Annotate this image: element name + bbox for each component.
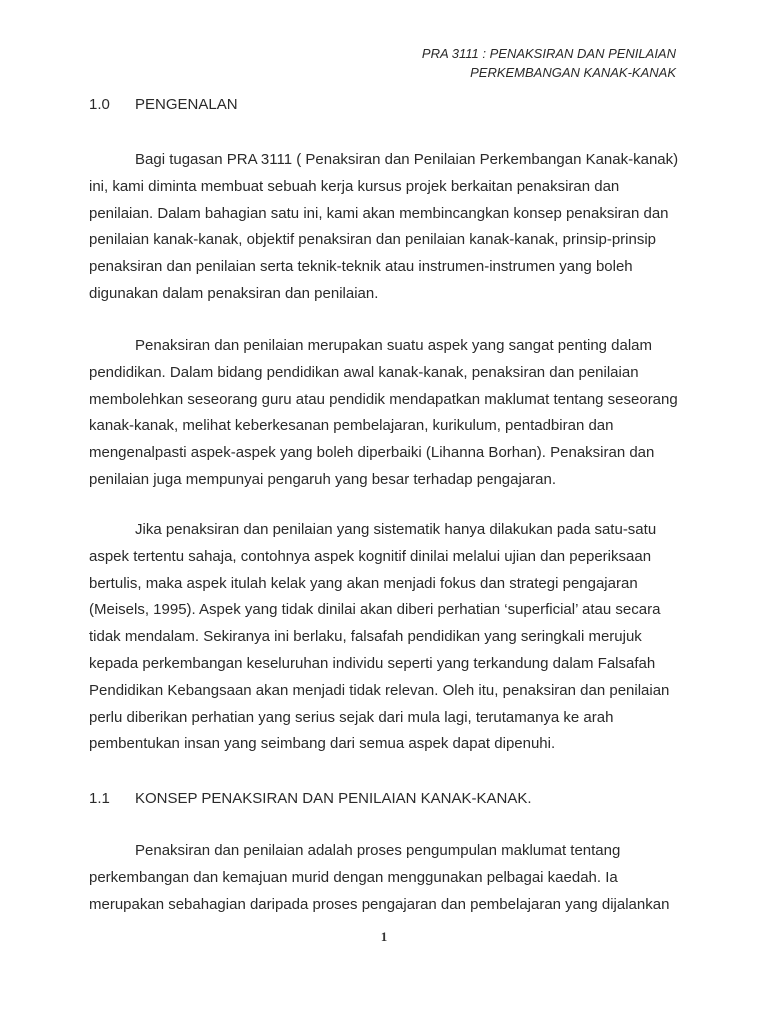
intro-paragraph-2: Penaksiran dan penilaian merupakan suatu aspek yang sangat penting dalam pendidikan. Dalam bidang pendidikan awal kanak-kanak, penaksiran dan penilaian membolehkan seseorang guru atau pendidik mendapatkan maklumat tentang seseorang kanak-kanak, melihat keberkesanan pembelajaran, kurikulum, pentadbiran dan mengenalpasti aspek-aspek yang boleh diperbaiki (Lihanna Borhan). Penaksiran dan penilaian juga mempunyai pengaruh yang besar terhadap pengajaran. [89, 337, 678, 488]
page-number: 1 [380, 929, 388, 944]
section-heading-1-0 [89, 95, 238, 115]
section-title: PENGENALAN [135, 96, 238, 113]
intro-paragraph-3: Jika penaksiran dan penilaian yang sistematik hanya dilakukan pada satu-satu aspek tertentu sahaja, contohnya aspek kognitif dinilai melalui ujian dan peperiksaan bertulis, maka aspek itulah kelak yang akan menjadi fokus dan strategi pengajaran (Meisels, 1995). Aspek yang tidak dinilai akan diberi perhatian ‘superficial’ atau secara tidak mendalam. Sekiranya ini berlaku, falsafah pendidikan yang seringkali merujuk kepada perkembangan keseluruhan individu seperti yang terkandung dalam Falsafah Pendidikan Kebangsaan akan menjadi tidak relevan. Oleh itu, penaksiran dan penilaian perlu diberikan perhatian yang serius sejak dari mula lagi, terutamanya ke arah pembentukan insan yang seimbang dari semua aspek dapat dipenuhi. [89, 521, 670, 753]
running-header-line-2: PERKEMBANGAN KANAK-KANAK [470, 65, 676, 80]
section-number: 1.1 [89, 790, 110, 807]
concept-paragraph-1: Penaksiran dan penilaian adalah proses pengumpulan maklumat tentang perkembangan dan kemajuan murid dengan menggunakan pelbagai kaedah. Ia merupakan sebahagian daripada proses pengajaran dan pembelajaran yang dijalankan [89, 842, 670, 913]
running-header [422, 44, 676, 82]
intro-paragraph-1: Bagi tugasan PRA 3111 ( Penaksiran dan Penilaian Perkembangan Kanak-kanak) ini, kami diminta membuat sebuah kerja kursus projek berkaitan penaksiran dan penilaian. Dalam bahagian satu ini, kami akan membincangkan konsep penaksiran dan penilaian kanak-kanak, objektif penaksiran dan penilaian kanak-kanak, prinsip-prinsip penaksiran dan penilaian serta teknik-teknik atau instrumen-instrumen yang boleh digunakan dalam penaksiran dan penilaian. [89, 151, 679, 302]
section-heading-1-1 [89, 789, 532, 809]
running-header-line-1: PRA 3111 : PENAKSIRAN DAN PENILAIAN [421, 46, 676, 61]
section-title: KONSEP PENAKSIRAN DAN PENILAIAN KANAK-KANAK. [135, 790, 532, 807]
section-number: 1.0 [89, 96, 110, 113]
